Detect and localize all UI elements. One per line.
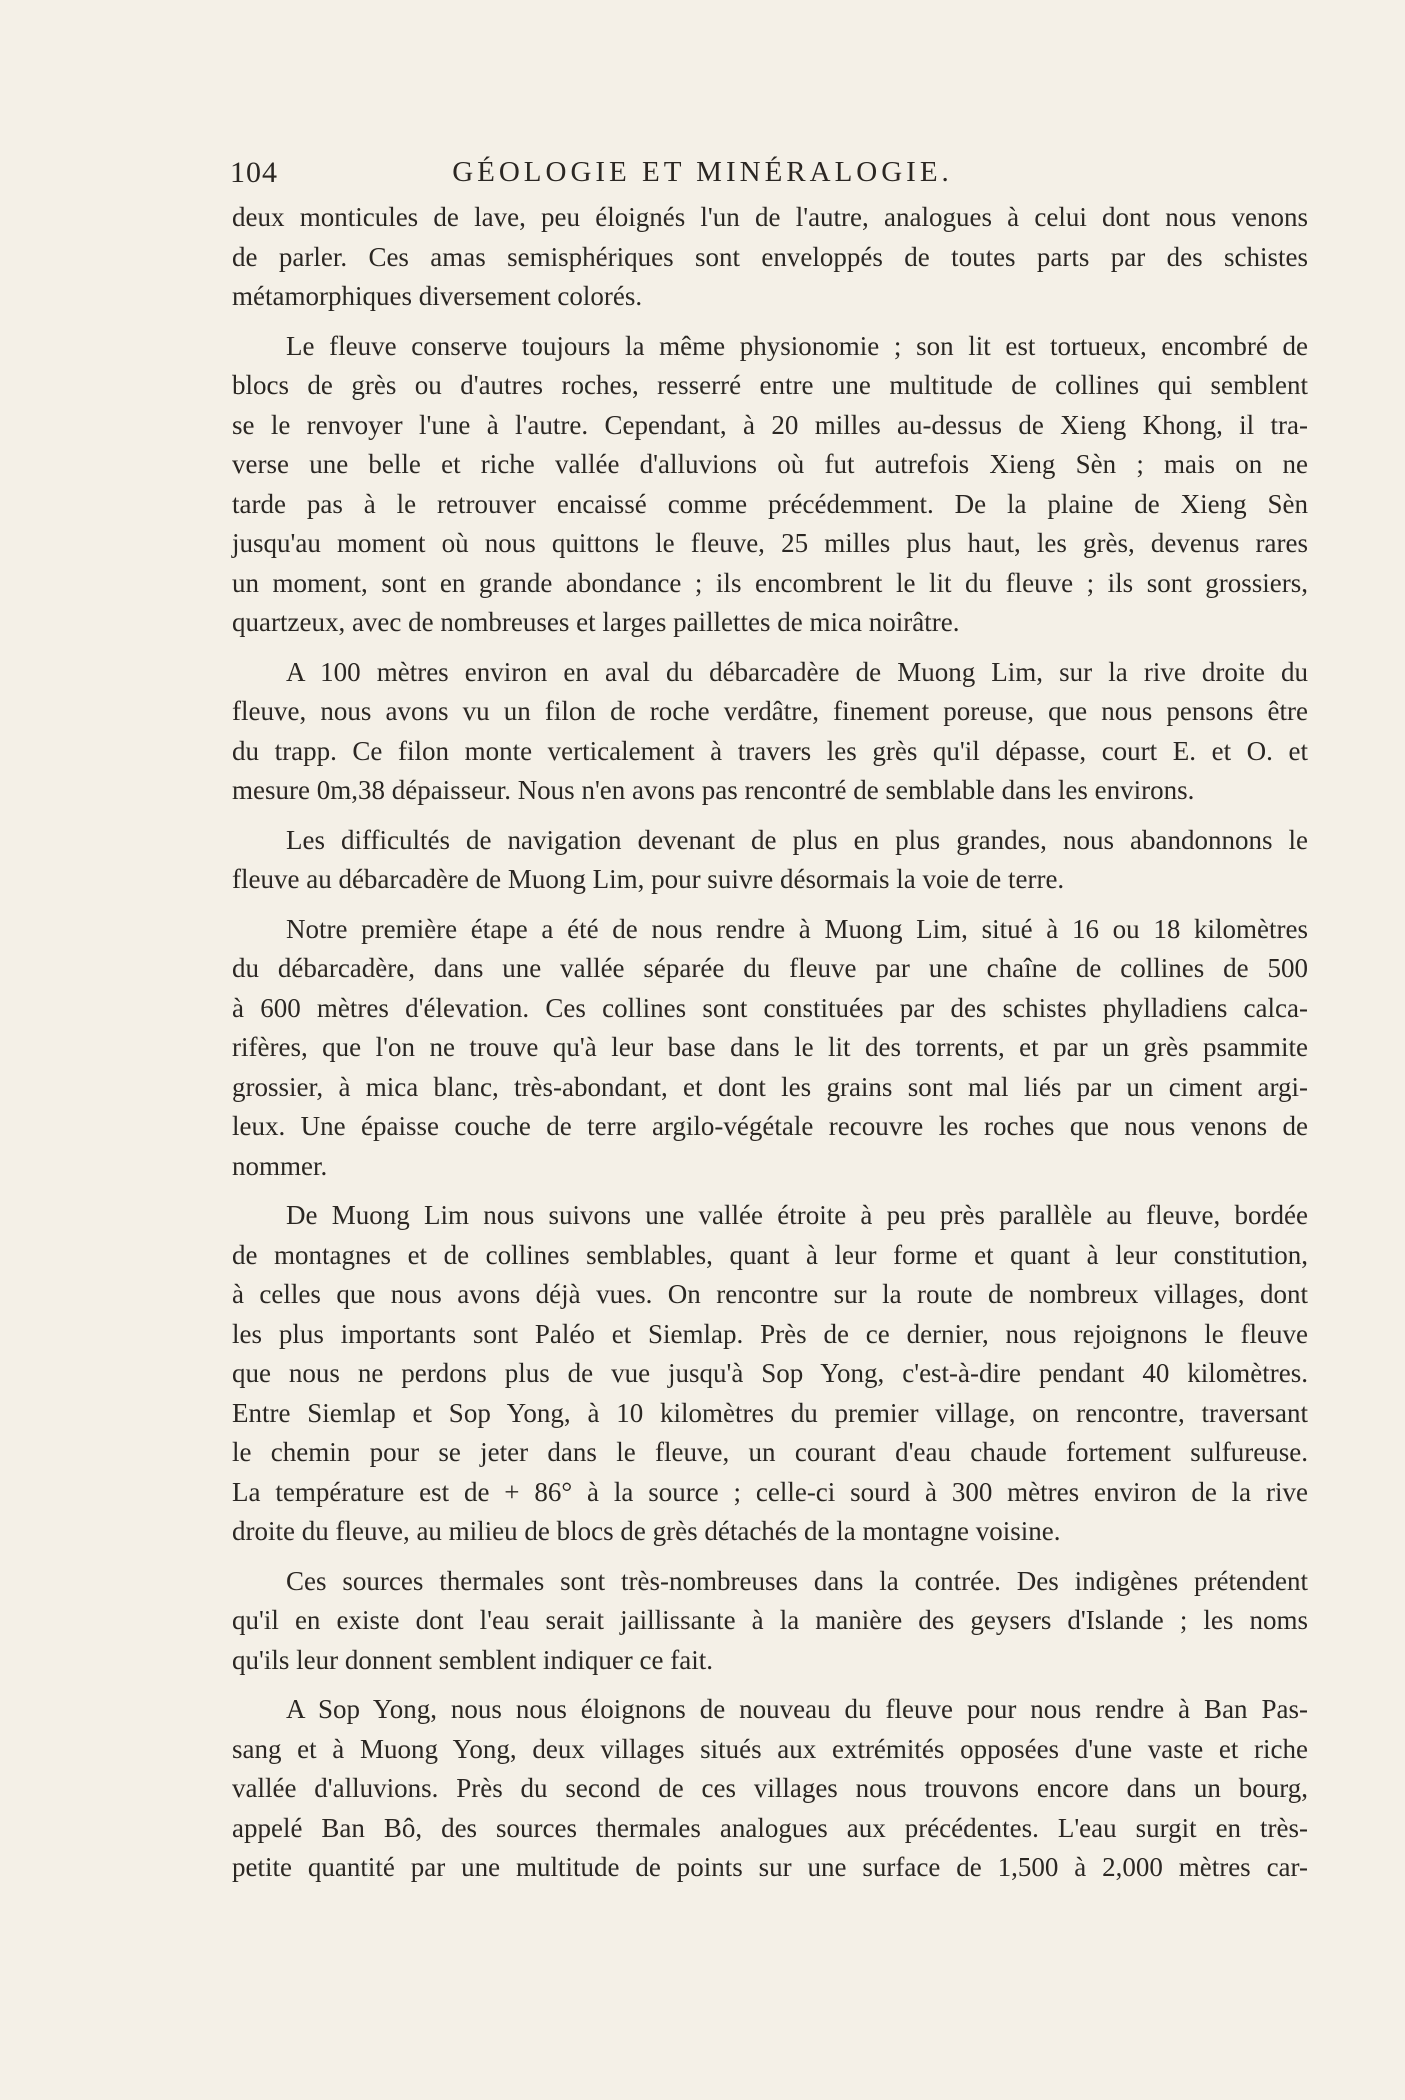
text-line: Les difficultés de navigation devenant de plus en plus grandes, nous abandonnons le — [286, 824, 1308, 855]
page-number: 104 — [230, 156, 278, 189]
text-line: Notre première étape a été de nous rendre à Muong Lim, situé à 16 ou 18 kilomètres — [286, 913, 1308, 944]
text-line: A Sop Yong, nous nous éloignons de nouveau du fleuve pour nous rendre à Ban Pas- — [286, 1694, 1308, 1724]
text-line: les plus importants sont Paléo et Siemlap. Près de ce dernier, nous rejoignons le fleuve — [232, 1318, 1308, 1349]
paragraph — [232, 327, 1308, 643]
text-line: un moment, sont en grande abondance ; ils encombrent le lit du fleuve ; ils sont grossiers, — [232, 567, 1308, 598]
paragraph — [232, 198, 1308, 317]
paragraph — [232, 1690, 1308, 1888]
text-line: petite quantité par une multitude de points sur une surface de 1,500 à 2,000 mètres car- — [232, 1852, 1308, 1882]
text-line: A 100 mètres environ en aval du débarcadère de Muong Lim, sur la rive droite du — [286, 656, 1308, 687]
text-line: grossier, à mica blanc, très-abondant, et dont les grains sont mal liés par un ciment argi- — [232, 1071, 1308, 1102]
text-line: vallée d'alluvions. Près du second de ces villages nous trouvons encore dans un bourg, — [232, 1773, 1308, 1803]
text-line: quartzeux, avec de nombreuses et larges paillettes de mica noirâtre. — [232, 607, 960, 637]
paragraph — [232, 1196, 1308, 1552]
text-line: métamorphiques diversement colorés. — [232, 281, 643, 311]
text-line: droite du fleuve, au milieu de blocs de grès détachés de la montagne voisine. — [232, 1516, 1061, 1546]
text-line: appelé Ban Bô, des sources thermales analogues aux précédentes. L'eau surgit en très- — [232, 1812, 1308, 1843]
text-line: fleuve, nous avons vu un filon de roche verdâtre, finement poreuse, que nous pensons être — [232, 696, 1308, 726]
body-text — [232, 198, 1308, 1898]
text-line: qu'il en existe dont l'eau serait jaillissante à la manière des geysers d'Islande ; les noms — [232, 1605, 1308, 1635]
text-line: verse une belle et riche vallée d'alluvions où fut autrefois Xieng Sèn ; mais on ne — [232, 449, 1308, 479]
text-line: qu'ils leur donnent semblent indiquer ce fait. — [232, 1644, 713, 1675]
text-line: de parler. Ces amas semisphériques sont enveloppés de toutes parts par des schistes — [232, 241, 1308, 272]
text-line: à 600 mètres d'élevation. Ces collines sont constituées par des schistes phylladiens calca- — [232, 992, 1308, 1023]
text-line: blocs de grès ou d'autres roches, resserré entre une multitude de collines qui semblent — [232, 370, 1308, 400]
paragraph — [232, 821, 1308, 900]
text-line: de montagnes et de collines semblables, quant à leur forme et quant à leur constitution, — [232, 1239, 1308, 1270]
text-line: nommer. — [232, 1150, 328, 1181]
text-line: le chemin pour se jeter dans le fleuve, un courant d'eau chaude fortement sulfureuse. — [232, 1437, 1308, 1467]
text-line: que nous ne perdons plus de vue jusqu'à Sop Yong, c'est-à-dire pendant 40 kilomètres. — [232, 1358, 1308, 1388]
paragraph — [232, 910, 1308, 1187]
text-line: mesure 0m,38 dépaisseur. Nous n'en avons pas rencontré de semblable dans les environs. — [232, 775, 1195, 805]
text-line: De Muong Lim nous suivons une vallée étroite à peu près parallèle au fleuve, bordée — [286, 1200, 1308, 1230]
text-line: jusqu'au moment où nous quittons le fleuve, 25 milles plus haut, les grès, devenus rares — [232, 528, 1308, 558]
text-line: du débarcadère, dans une vallée séparée du fleuve par une chaîne de collines de 500 — [232, 953, 1308, 983]
paragraph — [232, 1562, 1308, 1681]
text-line: Le fleuve conserve toujours la même physionomie ; son lit est tortueux, encombré de — [286, 330, 1308, 361]
text-line: Ces sources thermales sont très-nombreuses dans la contrée. Des indigènes prétendent — [286, 1565, 1308, 1596]
text-line: rifères, que l'on ne trouve qu'à leur base dans le lit des torrents, et par un grès psammite — [232, 1032, 1308, 1062]
text-line: fleuve au débarcadère de Muong Lim, pour suivre désormais la voie de terre. — [232, 864, 1065, 894]
text-line: du trapp. Ce filon monte verticalement à travers les grès qu'il dépasse, court E. et O. et — [232, 735, 1308, 766]
text-line: sang et à Muong Yong, deux villages situés aux extrémités opposées d'une vaste et riche — [232, 1733, 1308, 1764]
text-line: deux monticules de lave, peu éloignés l'un de l'autre, analogues à celui dont nous venons — [232, 202, 1308, 232]
text-line: se le renvoyer l'une à l'autre. Cependant, à 20 milles au-dessus de Xieng Khong, il tra- — [232, 409, 1308, 440]
text-line: Entre Siemlap et Sop Yong, à 10 kilomètres du premier village, on rencontre, traversant — [232, 1397, 1308, 1428]
text-line: leux. Une épaisse couche de terre argilo-végétale recouvre les roches que nous venons de — [232, 1111, 1308, 1141]
text-line: à celles que nous avons déjà vues. On rencontre sur la route de nombreux villages, dont — [232, 1279, 1308, 1309]
running-title: GÉOLOGIE ET MINÉRALOGIE. — [452, 156, 953, 188]
text-line: La température est de + 86° à la source ; celle-ci sourd à 300 mètres environ de la rive — [232, 1476, 1308, 1507]
text-line: tarde pas à le retrouver encaissé comme précédemment. De la plaine de Xieng Sèn — [232, 488, 1308, 519]
paragraph — [232, 653, 1308, 811]
